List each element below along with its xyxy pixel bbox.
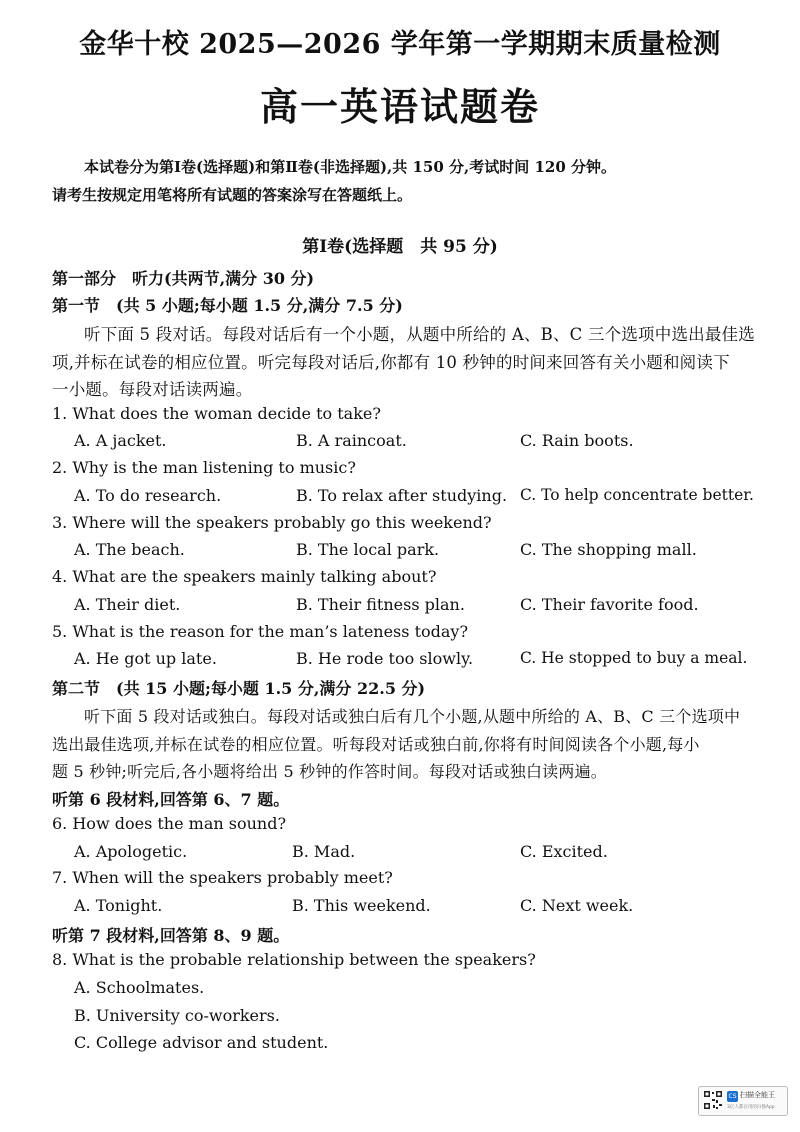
notice-line-2: 请考生按规定用笔将所有试题的答案涂写在答题纸上。 — [52, 186, 413, 204]
question-1-option-b: B. A raincoat. — [296, 431, 407, 450]
question-4-option-b: B. Their fitness plan. — [296, 595, 465, 614]
material-6-label: 听第 6 段材料,回答第 6、7 题。 — [52, 790, 290, 809]
scanner-tagline: 3亿人都在用的扫描App — [727, 1105, 775, 1110]
volume-title: 第Ⅰ卷(选择题 共 95 分) — [302, 237, 498, 257]
question-7-option-b: B. This weekend. — [292, 896, 431, 915]
question-4-stem: 4. What are the speakers mainly talking about? — [52, 567, 437, 586]
scanner-name: 扫描全能王 — [740, 1091, 775, 1099]
question-6-option-c: C. Excited. — [520, 842, 608, 861]
question-2-option-b: B. To relax after studying. — [296, 486, 508, 505]
section1-instruction-3: 一小题。每段对话读两遍。 — [52, 380, 253, 399]
question-3-option-a: A. The beach. — [74, 540, 185, 559]
section1-title: 第一节 (共 5 小题;每小题 1.5 分,满分 7.5 分) — [52, 296, 403, 315]
qr-code-icon — [703, 1090, 723, 1110]
question-2-option-c: C. To help concentrate better. — [520, 486, 754, 504]
section1-instruction-1: 听下面 5 段对话。每段对话后有一个小题，从题中所给的 A、B、C 三个选项中选出最佳选 — [84, 325, 755, 344]
question-5-option-a: A. He got up late. — [74, 649, 217, 668]
question-3-option-c: C. The shopping mall. — [520, 540, 697, 559]
question-8-option-b: B. University co-workers. — [74, 1006, 280, 1025]
question-3-option-b: B. The local park. — [296, 540, 440, 559]
scanner-badge — [698, 1086, 788, 1116]
question-1-option-c: C. Rain boots. — [520, 431, 634, 450]
question-2-option-a: A. To do research. — [74, 486, 222, 505]
question-1-option-a: A. A jacket. — [74, 431, 167, 450]
question-2-stem: 2. Why is the man listening to music? — [52, 458, 356, 477]
question-5-option-c: C. He stopped to buy a meal. — [520, 649, 748, 667]
notice-line-1: 本试卷分为第Ⅰ卷(选择题)和第Ⅱ卷(非选择题),共 150 分,考试时间 120 分钟。 — [84, 158, 617, 176]
question-6-option-a: A. Apologetic. — [74, 842, 188, 861]
question-4-option-a: A. Their diet. — [74, 595, 181, 614]
question-5-option-b: B. He rode too slowly. — [296, 649, 474, 668]
question-6-stem: 6. How does the man sound? — [52, 814, 287, 833]
material-7-label: 听第 7 段材料,回答第 8、9 题。 — [52, 926, 290, 945]
question-6-option-b: B. Mad. — [292, 842, 356, 861]
question-1-stem: 1. What does the woman decide to take? — [52, 404, 381, 423]
section2-instruction-1: 听下面 5 段对话或独白。每段对话或独白后有几个小题,从题中所给的 A、B、C 三个选项中 — [84, 707, 741, 726]
question-5-stem: 5. What is the reason for the man’s lateness today? — [52, 622, 469, 641]
section2-instruction-2: 选出最佳选项,并标在试卷的相应位置。听每段对话或独白前,你将有时间阅读各个小题,每小 — [52, 735, 700, 754]
section1-instruction-2: 项,并标在试卷的相应位置。听完每段对话后,你都有 10 秒钟的时间来回答有关小题和阅读下 — [52, 353, 730, 372]
scanner-logo: CS — [728, 1093, 737, 1100]
question-7-stem: 7. When will the speakers probably meet? — [52, 868, 393, 887]
question-7-option-a: A. Tonight. — [74, 896, 163, 915]
section2-instruction-3: 题 5 秒钟;听完后,各小题将给出 5 秒钟的作答时间。每段对话或独白读两遍。 — [52, 762, 607, 781]
question-7-option-c: C. Next week. — [520, 896, 634, 915]
part1-title: 第一部分 听力(共两节,满分 30 分) — [52, 269, 315, 288]
section2-title: 第二节 (共 15 小题;每小题 1.5 分,满分 22.5 分) — [52, 679, 426, 698]
question-8-stem: 8. What is the probable relationship between the speakers? — [52, 950, 536, 969]
question-3-stem: 3. Where will the speakers probably go this weekend? — [52, 513, 492, 532]
question-8-option-a: A. Schoolmates. — [74, 978, 205, 997]
question-8-option-c: C. College advisor and student. — [74, 1033, 329, 1052]
exam-subtitle: 高一英语试题卷 — [259, 84, 540, 129]
question-4-option-c: C. Their favorite food. — [520, 595, 699, 614]
exam-title: 金华十校 2025—2026 学年第一学期期末质量检测 — [79, 29, 721, 60]
